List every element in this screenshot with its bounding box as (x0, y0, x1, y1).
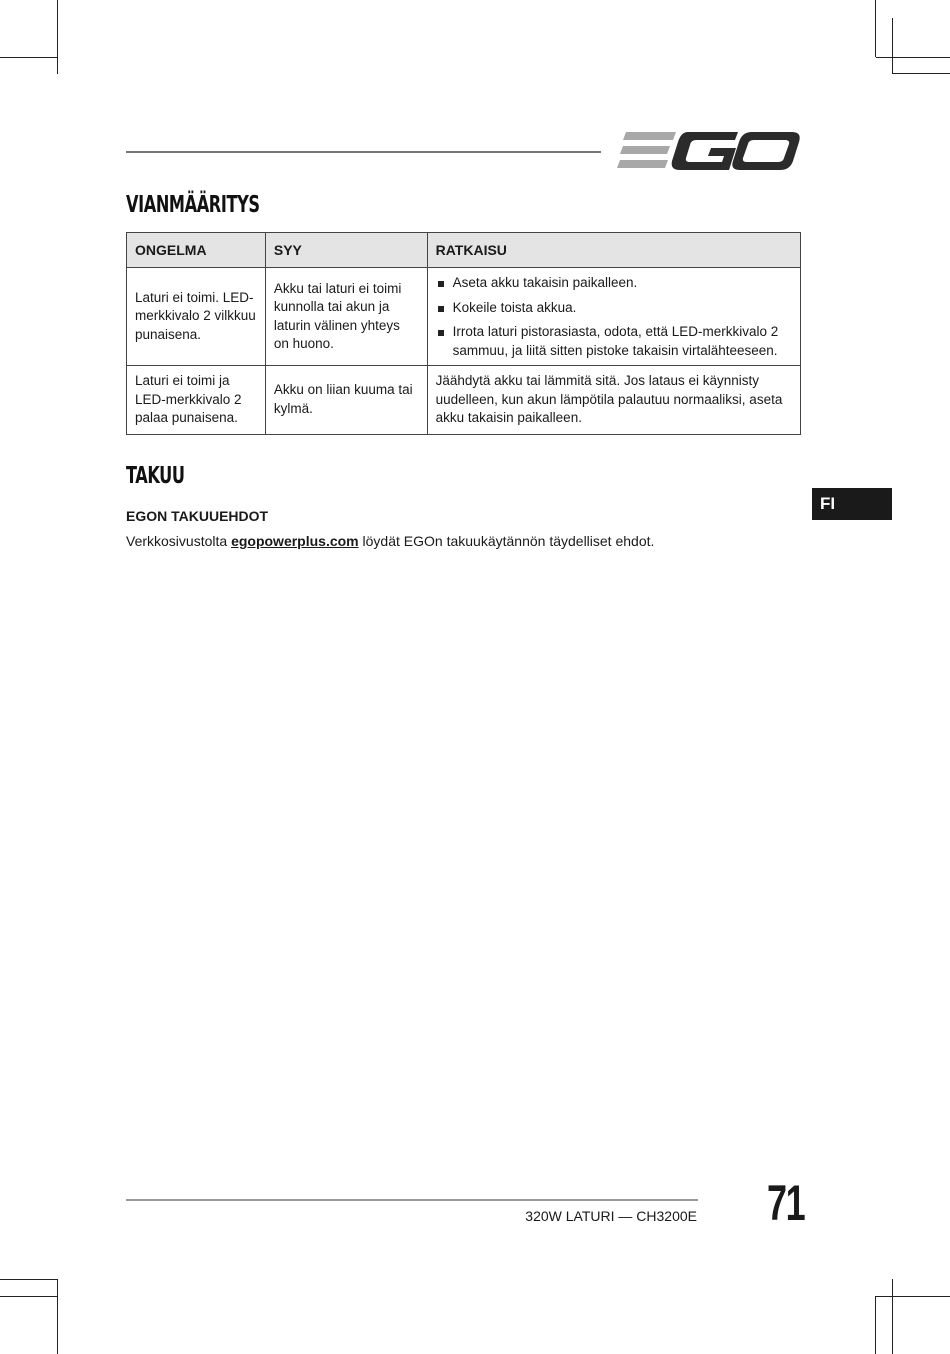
crop-mark (892, 1279, 893, 1354)
solution-cell: Jäähdytä akku tai lämmitä sitä. Jos lataus ei käynnisty uudelleen, kun akun lämpötila palautuu normaaliksi, aseta akku takaisin paikalleen. (427, 366, 800, 435)
solution-cell (427, 268, 800, 366)
website-link[interactable]: egopowerplus.com (231, 533, 359, 549)
problem-cell: Laturi ei toimi ja LED-merkkivalo 2 palaa punaisena. (127, 366, 266, 435)
crop-mark (875, 1296, 950, 1297)
crop-mark (875, 0, 876, 57)
column-header: SYY (265, 233, 427, 268)
warranty-heading: TAKUU (126, 463, 185, 489)
warranty-subheading: EGON TAKUUEHDOT (126, 508, 269, 524)
solution-list (436, 274, 792, 360)
crop-mark (0, 1279, 58, 1280)
page-number: 71 (767, 1175, 805, 1231)
crop-mark (57, 0, 58, 74)
crop-mark (0, 1296, 58, 1297)
cause-cell: Akku on liian kuuma tai kylmä. (265, 366, 427, 435)
crop-mark (892, 73, 950, 74)
footer-rule (126, 1199, 698, 1201)
footer-product: 320W LATURI — CH3200E (525, 1208, 697, 1224)
troubleshooting-table (126, 232, 801, 435)
problem-cell: Laturi ei toimi. LED-merkkivalo 2 vilkkuu punaisena. (127, 268, 266, 366)
crop-mark (875, 1296, 876, 1354)
crop-mark (0, 57, 58, 58)
list-item: Kokeile toista akkua. (436, 299, 792, 318)
language-tab: FI (812, 488, 892, 520)
paragraph-text: Verkkosivustolta (126, 533, 232, 549)
ego-logo (616, 128, 802, 174)
warranty-paragraph (126, 533, 654, 549)
troubleshooting-heading: VIANMÄÄRITYS (126, 192, 260, 218)
table-row (127, 268, 801, 366)
crop-mark (57, 1279, 58, 1354)
crop-mark (876, 57, 950, 58)
cause-cell: Akku tai laturi ei toimi kunnolla tai akun ja laturin välinen yhteys on huono. (265, 268, 427, 366)
list-item: Aseta akku takaisin paikalleen. (436, 274, 792, 293)
list-item: Irrota laturi pistorasiasta, odota, että LED-merkkivalo 2 sammuu, ja liitä sitten pistoke takaisin virtalähteeseen. (436, 323, 792, 360)
paragraph-text: löydät EGOn takuukäytännön täydelliset ehdot. (358, 533, 655, 549)
table-row (127, 366, 801, 435)
crop-mark (892, 18, 893, 74)
table-header-row (127, 233, 801, 268)
column-header: ONGELMA (127, 233, 266, 268)
column-header: RATKAISU (427, 233, 800, 268)
header-rule (126, 151, 601, 153)
